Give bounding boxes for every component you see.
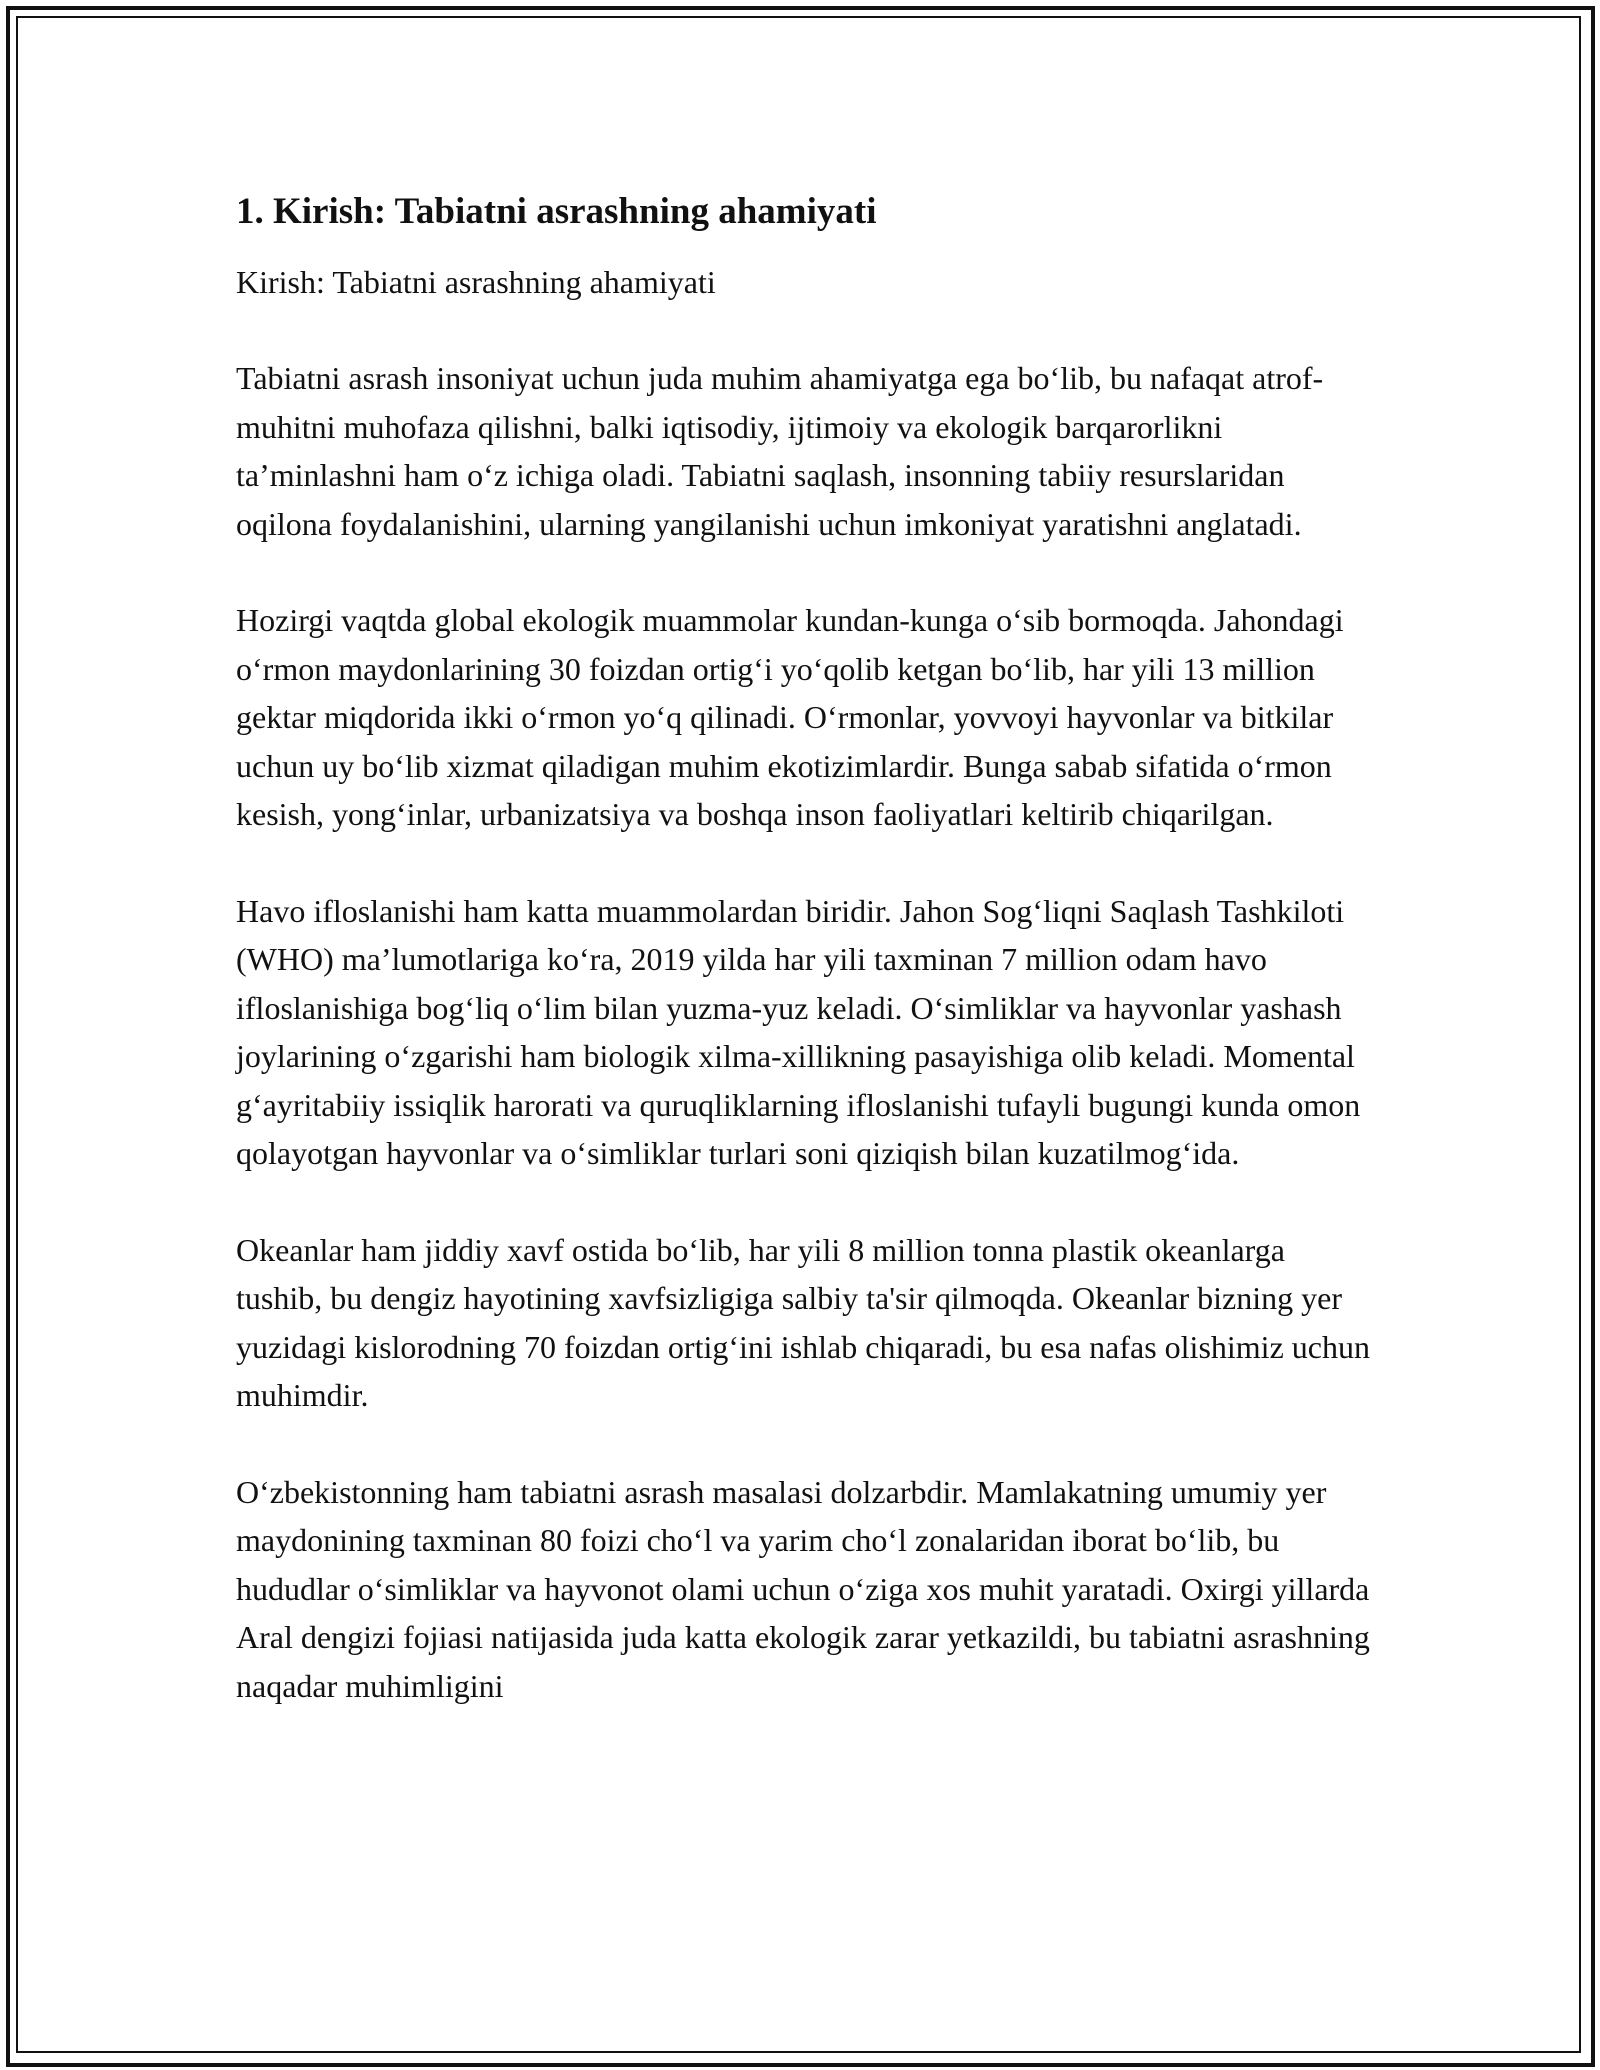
document-body [236,188,1376,1710]
paragraph-1: Tabiatni asrash insoniyat uchun juda muhim ahamiyatga ega bo‘lib, bu nafaqat atrof-muhitni muhofaza qilishni, balki iqtisodiy, ijtimoiy va ekologik barqarorlikni ta’minlashni ham o‘z ichiga oladi. Tabiatni saqlash, insonning tabiiy resurslaridan oqilona foydalanishini, ularning yangilanishi uchun imkoniyat yaratishni anglatadi. [236,360,1324,542]
paragraph-5: O‘zbekistonning ham tabiatni asrash masalasi dolzarbdir. Mamlakatning umumiy yer maydonining taxminan 80 foizi cho‘l va yarim cho‘l zonalaridan iborat bo‘lib, bu hududlar o‘simliklar va hayvonot olami uchun o‘ziga xos muhit yaratadi. Oxirgi yillarda Aral dengizi fojiasi natijasida juda katta ekologik zarar yetkazildi, bu tabiatni asrashning naqadar muhimligini [236,1473,1370,1704]
paragraph-3: Havo ifloslanishi ham katta muammolardan biridir. Jahon Sog‘liqni Saqlash Tashkiloti (WHO) ma’lumotlariga ko‘ra, 2019 yilda har yili taxminan 7 million odam havo ifloslanishiga bog‘liq o‘lim bilan yuzma-yuz keladi. O‘simliklar va hayvonlar yashash joylarining o‘zgarishi ham biologik xilma-xillikning pasayishiga olib keladi. Momental g‘ayritabiiy issiqlik harorati va quruqliklarning ifloslanishi tufayli bugungi kunda omon qolayotgan hayvonlar va o‘simliklar turlari soni qiziqish bilan kuzatilmog‘ida. [236,892,1361,1171]
paragraph-2: Hozirgi vaqtda global ekologik muammolar kundan-kunga o‘sib bormoqda. Jahondagi o‘rmon maydonlarining 30 foizdan ortig‘i yo‘qolib ketgan bo‘lib, har yili 13 million gektar miqdorida ikki o‘rmon yo‘q qilinadi. O‘rmonlar, yovvoyi hayvonlar va bitkilar uchun uy bo‘lib xizmat qiladigan muhim ekotizimlardir. Bunga sabab sifatida o‘rmon kesish, yong‘inlar, urbanizatsiya va boshqa inson faoliyatlari keltirib chiqarilgan. [236,602,1344,832]
paragraph-4: Okeanlar ham jiddiy xavf ostida bo‘lib, har yili 8 million tonna plastik okeanlarga tushib, bu dengiz hayotining xavfsizligiga salbiy ta'sir qilmoqda. Okeanlar bizning yer yuzidagi kislorodning 70 foizdan ortig‘ini ishlab chiqaradi, bu esa nafas olishimiz uchun muhimdir. [236,1231,1370,1413]
section-subtitle: Kirish: Tabiatni asrashning ahamiyati [236,264,716,300]
section-heading: 1. Kirish: Tabiatni asrashning ahamiyati [236,191,877,232]
